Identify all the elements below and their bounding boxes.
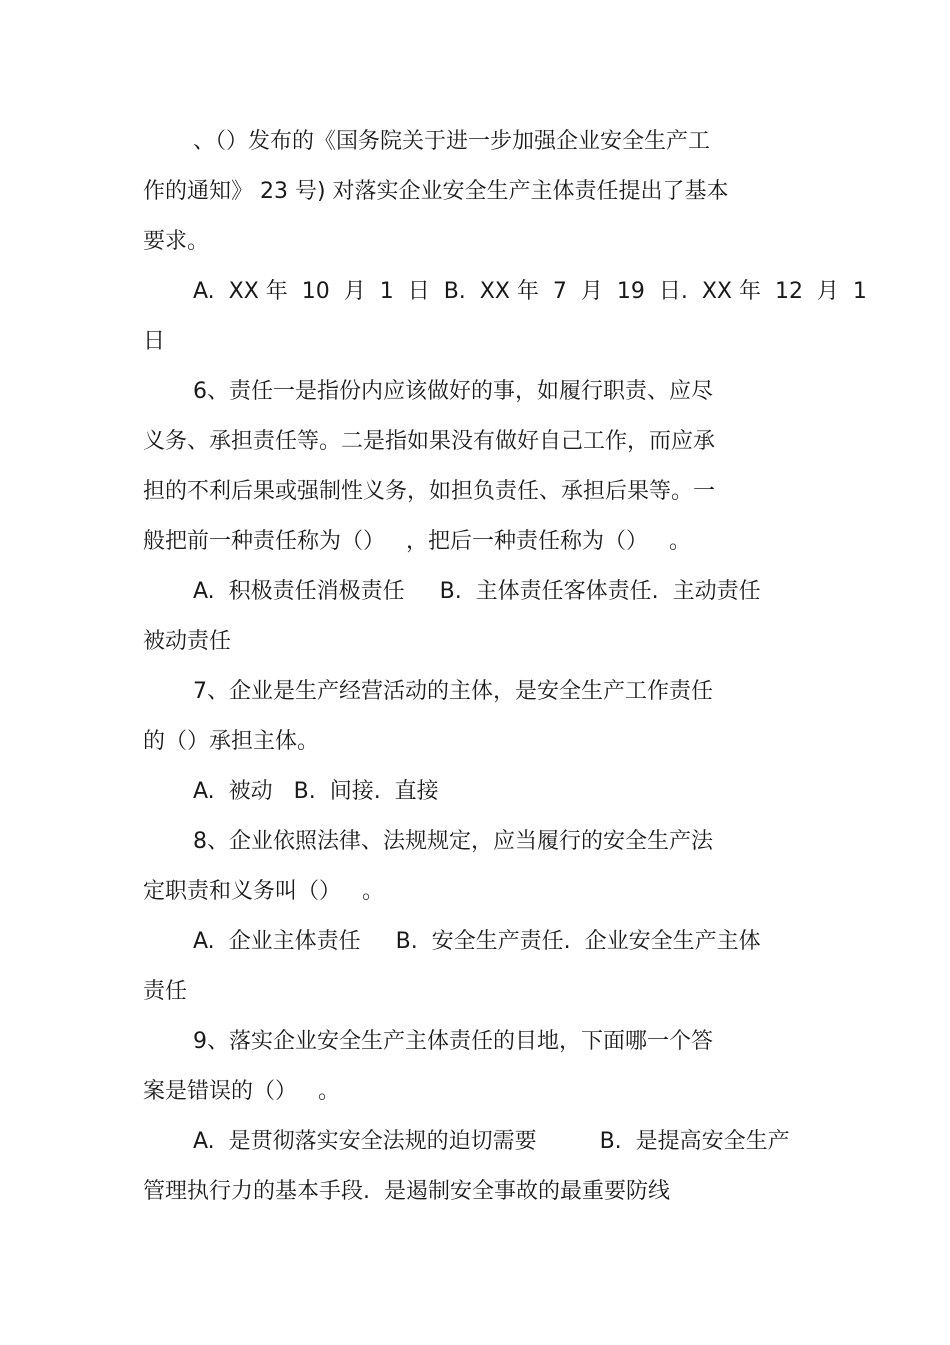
- q5-options-line-1: A. XX 年 10 月 1 日 B. XX 年 7 月 19 日. XX 年 12 月 1: [193, 279, 867, 304]
- q6-stem-line-3: 担的不利后果或强制性义务，如担负责任、承担后果等。一: [143, 479, 716, 504]
- q6-stem-line-1: 6、责任一是指份内应该做好的事，如履行职责、应尽: [193, 379, 713, 404]
- q8-stem-line-2: 定职责和义务叫（） 。: [143, 879, 384, 904]
- q8-options-line-1: A. 企业主体责任 B. 安全生产责任. 企业安全生产主体: [193, 929, 761, 954]
- q8-options-line-2: 责任: [143, 979, 188, 1004]
- q9-options-line-1: A. 是贯彻落实安全法规的迫切需要 B. 是提高安全生产: [193, 1129, 790, 1154]
- q9-options-line-2: 管理执行力的基本手段. 是遏制安全事故的最重要防线: [143, 1179, 670, 1204]
- q5-stem-line-1: 、（）发布的《国务院关于进一步加强企业安全生产工: [193, 129, 711, 154]
- q6-stem-line-4: 般把前一种责任称为（） ，把后一种责任称为（） 。: [143, 529, 691, 554]
- q9-stem-line-1: 9、落实企业安全生产主体责任的目地，下面哪一个答: [193, 1029, 713, 1054]
- q5-options-line-2: 日: [143, 329, 166, 354]
- q7-stem-line-1: 7、企业是生产经营活动的主体，是安全生产工作责任: [193, 679, 713, 704]
- q5-stem-line-2: 作的通知》 23 号) 对落实企业安全生产主体责任提出了基本: [143, 179, 729, 204]
- q7-stem-line-2: 的（）承担主体。: [143, 729, 320, 754]
- q6-options-line-1: A. 积极责任消极责任 B. 主体责任客体责任. 主动责任: [193, 579, 761, 604]
- q8-stem-line-1: 8、企业依照法律、法规规定，应当履行的安全生产法: [193, 829, 713, 854]
- q7-options-line-1: A. 被动 B. 间接. 直接: [193, 779, 439, 804]
- q6-stem-line-2: 义务、承担责任等。二是指如果没有做好自己工作，而应承: [143, 429, 716, 454]
- q6-options-line-2: 被动责任: [143, 629, 232, 654]
- q5-stem-line-3: 要求。: [143, 229, 210, 254]
- q9-stem-line-2: 案是错误的（） 。: [143, 1079, 340, 1104]
